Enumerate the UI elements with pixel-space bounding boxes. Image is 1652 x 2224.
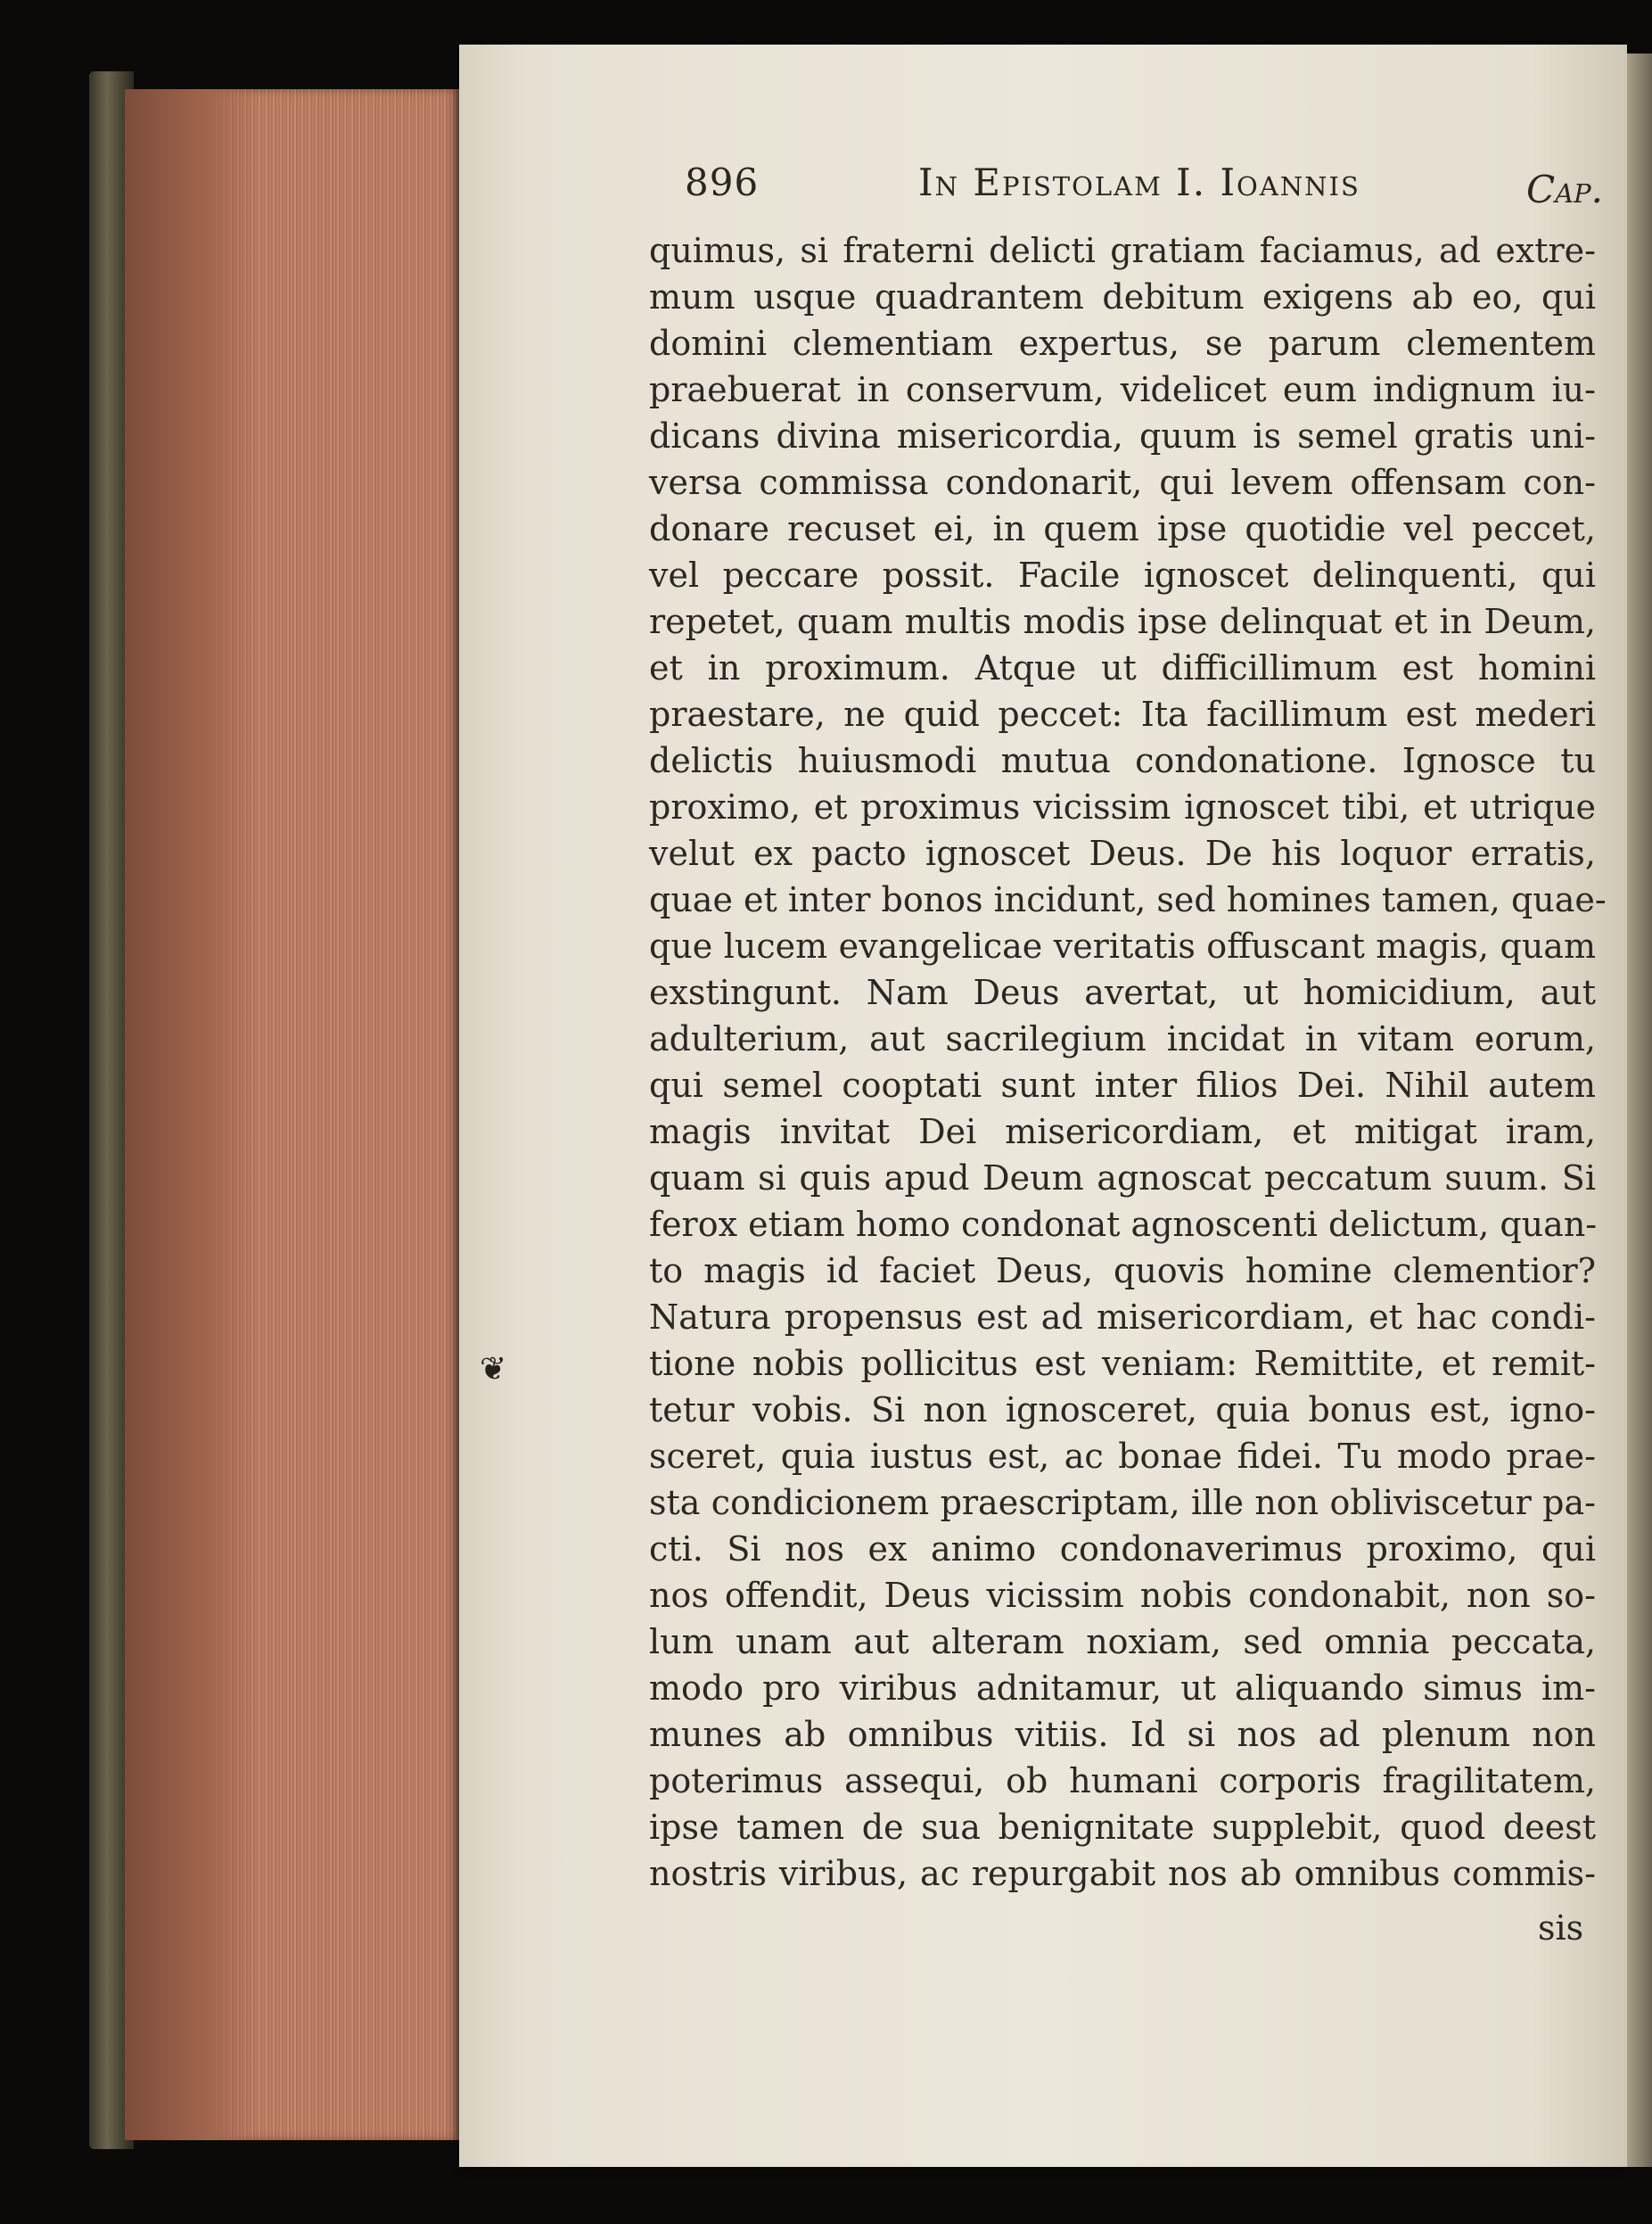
text-line: delictis huiusmodi mutua condonatione. Ignosce tu: [649, 741, 1596, 780]
text-line: quimus, si fraterni delicti gratiam faciamus, ad extre-: [649, 231, 1596, 270]
running-header: [685, 161, 1603, 214]
text-line: donare recuset ei, in quem ipse quotidie vel peccet,: [649, 509, 1596, 548]
text-line: poterimus assequi, ob humani corporis fragilitatem,: [649, 1761, 1596, 1800]
text-line: repetet, quam multis modis ipse delinquat et in Deum,: [649, 602, 1596, 641]
facing-page-edge: [1627, 54, 1652, 2167]
text-line: praestare, ne quid peccet: Ita facillimum est mederi: [649, 695, 1596, 734]
body-text: [649, 227, 1607, 1897]
fore-edge-shadow: [125, 89, 259, 2140]
text-line: munes ab omnibus vitiis. Id si nos ad plenum non: [649, 1715, 1596, 1754]
text-line: lum unam aut alteram noxiam, sed omnia peccata,: [649, 1622, 1596, 1661]
text-line: proximo, et proximus vicissim ignoscet tibi, et utrique: [649, 787, 1596, 827]
text-line: praebuerat in conservum, videlicet eum indignum iu-: [649, 370, 1596, 409]
text-line: domini clementiam expertus, se parum clementem: [649, 324, 1596, 363]
text-line: nos offendit, Deus vicissim nobis condonabit, non so-: [649, 1576, 1596, 1615]
text-line: tetur vobis. Si non ignosceret, quia bonus est, igno-: [649, 1390, 1596, 1429]
text-line: ipse tamen de sua benignitate supplebit, quod deest: [649, 1808, 1596, 1847]
text-line: quae et inter bonos incidunt, sed homines tamen, quae-: [649, 880, 1607, 919]
margin-ornament-icon: ❦: [480, 1351, 507, 1388]
text-line: vel peccare possit. Facile ignoscet delinquenti, qui: [649, 556, 1596, 595]
text-line: sceret, quia iustus est, ac bonae fidei. Tu modo prae-: [649, 1437, 1596, 1476]
text-line: dicans divina misericordia, quum is semel gratis uni-: [649, 416, 1596, 456]
text-line: exstingunt. Nam Deus avertat, ut homicidium, aut: [649, 973, 1596, 1012]
text-line: ferox etiam homo condonat agnoscenti delictum, quan-: [649, 1205, 1598, 1244]
text-line: versa commissa condonarit, qui levem offensam con-: [649, 463, 1596, 502]
text-line: cti. Si nos ex animo condonaverimus proximo, qui: [649, 1529, 1596, 1569]
text-line: Natura propensus est ad misericordiam, et hac condi-: [649, 1297, 1596, 1337]
text-line: quam si quis apud Deum agnoscat peccatum suum. Si: [649, 1158, 1596, 1198]
chapter-abbreviation: Cap.: [1526, 168, 1603, 211]
page-number: 896: [685, 161, 760, 204]
running-title: In Epistolam I. Ioannis: [918, 161, 1360, 204]
page-block-edges: [125, 89, 459, 2140]
text-line: adulterium, aut sacrilegium incidat in vitam eorum,: [649, 1019, 1596, 1058]
text-line: to magis id faciet Deus, quovis homine clementior?: [649, 1251, 1596, 1290]
text-line: mum usque quadrantem debitum exigens ab eo, qui: [649, 277, 1596, 317]
text-line: et in proximum. Atque ut difficillimum est homini: [649, 648, 1596, 688]
text-line: sta condicionem praescriptam, ille non obliviscetur pa-: [649, 1483, 1596, 1522]
text-line: nostris viribus, ac repurgabit nos ab omnibus commis-: [649, 1854, 1596, 1893]
text-line: que lucem evangelicae veritatis offuscant magis, quam: [649, 927, 1596, 966]
text-line: velut ex pacto ignoscet Deus. De his loquor erratis,: [649, 834, 1596, 873]
text-line: qui semel cooptati sunt inter filios Dei. Nihil autem: [649, 1066, 1596, 1105]
text-line: modo pro viribus adnitamur, ut aliquando simus im-: [649, 1668, 1596, 1708]
text-line: magis invitat Dei misericordiam, et mitigat iram,: [649, 1112, 1596, 1151]
catchword: sis: [1538, 1908, 1584, 1948]
text-line: tione nobis pollicitus est veniam: Remittite, et remit-: [649, 1344, 1596, 1383]
